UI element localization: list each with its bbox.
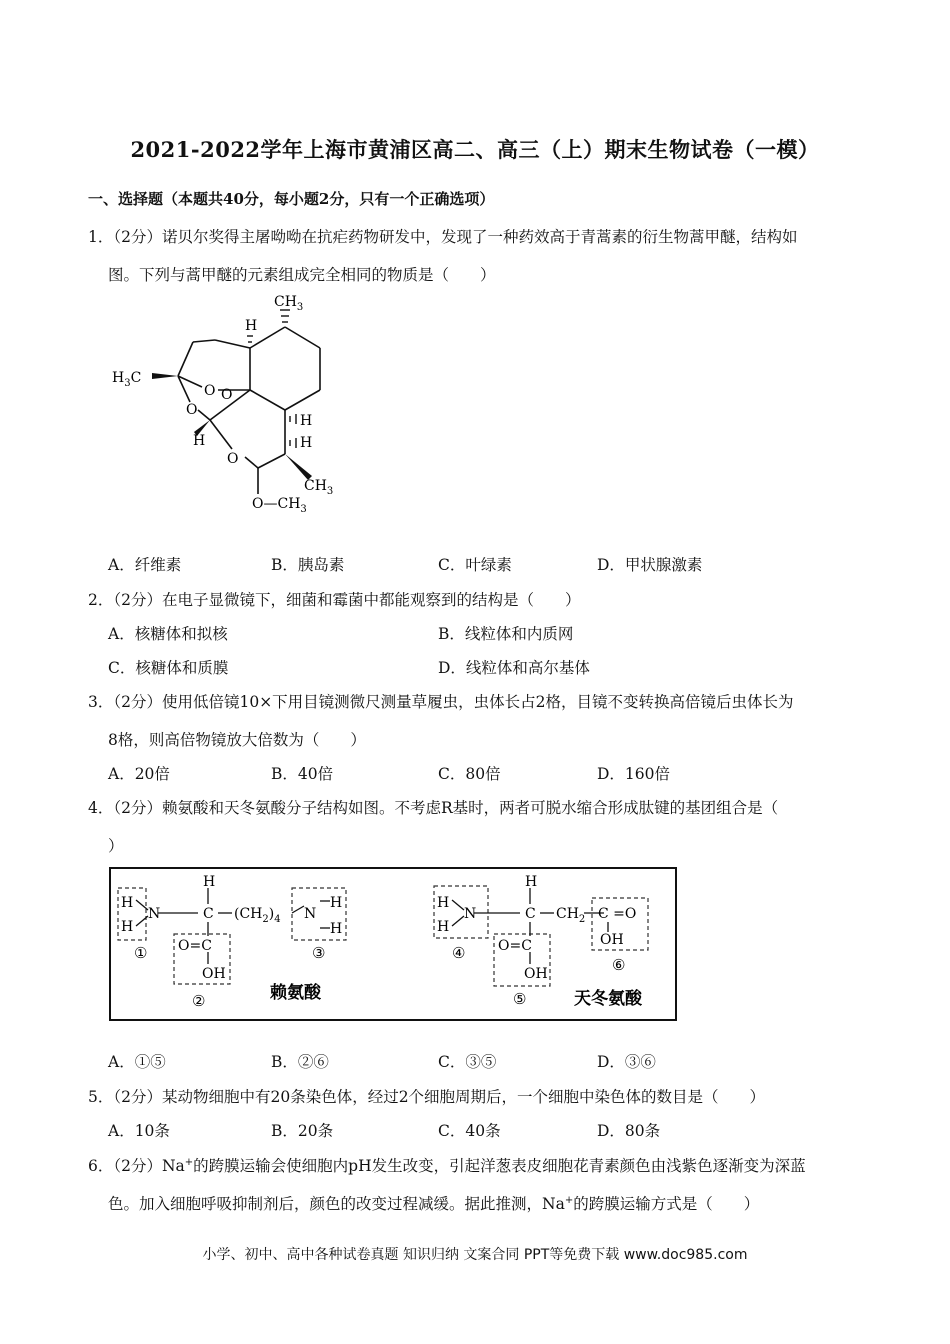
asp-h2-label: H bbox=[437, 919, 450, 935]
h-label-c: H bbox=[300, 413, 313, 429]
q3-option-c: C．80倍 bbox=[438, 765, 501, 783]
lys-h3-label: H bbox=[330, 895, 343, 911]
h-label-b: H bbox=[193, 433, 206, 449]
page-footer: 小学、初中、高中各种试卷真题 知识归纳 文案合同 PPT等免费下载 www.doc985.com bbox=[202, 1247, 748, 1263]
q4-option-b: B．②⑥ bbox=[271, 1053, 329, 1071]
lys-h2-label: H bbox=[121, 919, 134, 935]
q4-option-a: A．①⑤ bbox=[108, 1053, 166, 1071]
amino-acid-structure-figure bbox=[108, 866, 678, 1024]
question-1-text: 1．（2分）诺贝尔奖得主屠呦呦在抗疟药物研发中，发现了一种药效高于青蒿素的衍生物蒿甲醚，结构如 bbox=[88, 228, 798, 246]
h-label-a: H bbox=[245, 318, 258, 334]
question-6-text: 6．（2分）Na+的跨膜运输会使细胞内pH发生改变，引起洋葱表皮细胞花青素颜色由浅紫色逐渐变为深蓝 bbox=[88, 1156, 806, 1175]
lys-h4-label: H bbox=[330, 921, 343, 937]
question-3-text: 3．（2分）使用低倍镜10×下用目镜测微尺测量草履虫，虫体长占2格，目镜不变转换高倍镜后虫体长为 bbox=[88, 693, 794, 711]
asp-side-oh-label: OH bbox=[600, 932, 624, 948]
asp-alpha-c-label: C bbox=[525, 906, 536, 922]
marker-3: ③ bbox=[312, 944, 326, 962]
lys-n-label: N bbox=[148, 906, 161, 922]
lys-h1-label: H bbox=[121, 895, 134, 911]
lys-alpha-c-label: C bbox=[203, 906, 214, 922]
question-1-text-cont: 图。下列与蒿甲醚的元素组成完全相同的物质是（ ） bbox=[108, 266, 496, 284]
q1-option-c: C．叶绿素 bbox=[438, 556, 512, 574]
ch3-top-label: $CH_3$ bbox=[274, 294, 304, 313]
q1-option-b: B．胰岛素 bbox=[271, 556, 345, 574]
lys-n2-label: N bbox=[304, 906, 317, 922]
q3-option-a: A．20倍 bbox=[108, 765, 170, 783]
q2-option-d: D．线粒体和高尔基体 bbox=[438, 659, 590, 677]
asp-carboxyl-label: O=C bbox=[498, 938, 532, 954]
page-title: 2021-2022学年上海市黄浦区高二、高三（上）期末生物试卷（一模） bbox=[130, 137, 820, 162]
question-2-text: 2．（2分）在电子显微镜下，细菌和霉菌中都能观察到的结构是（ ） bbox=[88, 591, 581, 609]
asp-ch2-label: $CH_2$ bbox=[556, 906, 586, 925]
q5-option-b: B．20条 bbox=[271, 1122, 334, 1140]
o-label-b: O bbox=[221, 387, 233, 403]
asp-oh-label: OH bbox=[524, 966, 548, 982]
o-label-d: O bbox=[227, 451, 239, 467]
q5-option-d: D．80条 bbox=[597, 1122, 661, 1140]
marker-4: ④ bbox=[452, 944, 466, 962]
asp-h1-label: H bbox=[437, 895, 450, 911]
lysine-label: 赖氨酸 bbox=[270, 983, 321, 1003]
lys-alpha-h-label: H bbox=[203, 874, 216, 890]
h-label-d: H bbox=[300, 435, 313, 451]
asp-n-label: N bbox=[464, 906, 477, 922]
o-label-a: O bbox=[204, 383, 216, 399]
q5-option-a: A．10条 bbox=[108, 1122, 170, 1140]
question-4-text: 4．（2分）赖氨酸和天冬氨酸分子结构如图。不考虑R基时，两者可脱水缩合形成肽键的基团组合是（ bbox=[88, 799, 779, 817]
och3-label: $O—CH_3$ bbox=[252, 496, 307, 515]
q1-option-d: D．甲状腺激素 bbox=[597, 556, 703, 574]
q3-option-d: D．160倍 bbox=[597, 765, 671, 783]
marker-5: ⑤ bbox=[513, 990, 527, 1008]
marker-1: ① bbox=[134, 944, 148, 962]
q3-option-b: B．40倍 bbox=[271, 765, 334, 783]
q2-option-c: C．核糖体和质膜 bbox=[108, 659, 229, 677]
question-4-text-cont: ） bbox=[108, 837, 124, 855]
q2-option-b: B．线粒体和内质网 bbox=[438, 625, 574, 643]
lys-chain-label: $(CH_2)_4$ bbox=[234, 906, 281, 925]
lys-oh-label: OH bbox=[202, 966, 226, 982]
ch3-right-label: $CH_3$ bbox=[304, 478, 334, 497]
o-label-c: O bbox=[186, 402, 198, 418]
q4-option-d: D．③⑥ bbox=[597, 1053, 656, 1071]
q1-option-a: A．纤维素 bbox=[108, 556, 182, 574]
marker-2: ② bbox=[192, 992, 206, 1010]
q5-option-c: C．40条 bbox=[438, 1122, 501, 1140]
aspartate-label: 天冬氨酸 bbox=[574, 989, 642, 1009]
q2-option-a: A．核糖体和拟核 bbox=[108, 625, 228, 643]
h3c-label: $H_3C$ bbox=[112, 370, 142, 389]
marker-6: ⑥ bbox=[612, 956, 626, 974]
question-5-text: 5．（2分）某动物细胞中有20条染色体，经过2个细胞周期后，一个细胞中染色体的数目是（ ） bbox=[88, 1088, 766, 1106]
artemether-structure-figure bbox=[100, 292, 360, 522]
q4-option-c: C．③⑤ bbox=[438, 1053, 497, 1071]
question-6-text-cont: 色。加入细胞呼吸抑制剂后，颜色的改变过程减缓。据此推测，Na+的跨膜运输方式是（ ） bbox=[108, 1194, 760, 1213]
question-3-text-cont: 8格，则高倍物镜放大倍数为（ ） bbox=[108, 731, 366, 749]
asp-side-carboxyl-label: C =O bbox=[598, 906, 637, 922]
lys-carboxyl-label: O=C bbox=[178, 938, 212, 954]
asp-alpha-h-label: H bbox=[525, 874, 538, 890]
section-heading: 一、选择题（本题共40分，每小题2分，只有一个正确选项） bbox=[88, 190, 495, 208]
